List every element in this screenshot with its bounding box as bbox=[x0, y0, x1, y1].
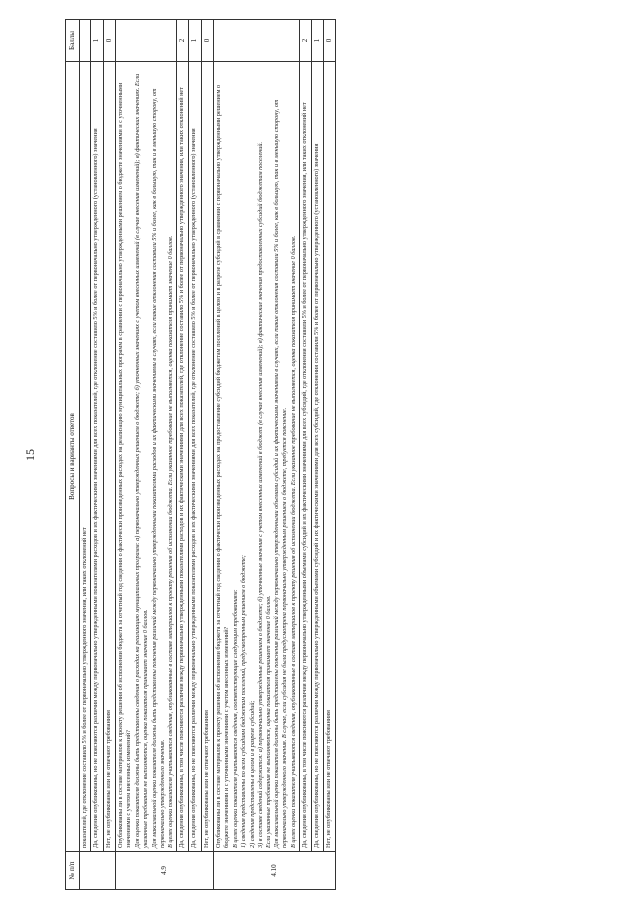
note-text: Для максимальной оценки показателя должны быть представлены пояснения различий между первоначально утвержденными объемами субсидий и их фактическими значениями в случаях, если такие отклонения составили 5% и более, как в большую, так и в меньшую сторону, от первоначально утвержденного значения. В случае, если субсидия не была предусмотрена первоначально утвержденным решением о бюджете, требуется пояснение. bbox=[273, 99, 289, 848]
table-row bbox=[201, 20, 213, 890]
list-item: 1) сведения представлены по всем субсидиям бюджетам поселений, предусмотренным решением о бюджете; bbox=[240, 555, 248, 848]
table-row bbox=[299, 20, 311, 890]
points-cell: 0 bbox=[324, 20, 336, 62]
table-row bbox=[324, 20, 336, 890]
question-text: Опубликованы ли в составе материалов к проекту решения об исполнении бюджета за отчетный год сведения о фактически произведенных расходах на предоставление субсидий бюджетам поселений в целом и в разрезе субсидий в сравнении с первоначально утвержденными решением о бюджете значениями и с уточненными значениями с учетом внесенных изменений? bbox=[214, 84, 231, 848]
question-text: Опубликованы ли в составе материалов к проекту решения об исполнении бюджета за отчетный год сведения о фактически произведенных расходах на реализацию муниципальных программ в сравнении с первоначально утвержденными решением о бюджете значениями и с уточненными значениями с учетом внесенных изменений? bbox=[116, 82, 133, 848]
answer-text: Нет, не опубликованы или не отвечают требованиям bbox=[201, 62, 213, 852]
row-num: 4.9 bbox=[115, 852, 213, 890]
answer-text: показателей, где отклонение составило 5% и более от первоначально утвержденного значения, или таких отклонений нет bbox=[80, 62, 91, 852]
header-num: № п/п bbox=[66, 852, 80, 890]
points-cell: 1 bbox=[312, 20, 324, 62]
note-text: В целях оценки показателя учитываются сведения, соответствующие следующим требованиям: bbox=[232, 589, 240, 848]
list-item: 3) в составе сведений содержатся: а) первоначально утвержденные решением о бюджете; б) уточненные значения с учетом внесенных изменений в бюджет (в случае внесения изменений); в) фактические значения предоставленных субсидий бюджетам поселений. bbox=[256, 142, 264, 848]
header-points: Баллы bbox=[66, 20, 80, 62]
page-number: 15 bbox=[23, 449, 37, 461]
question-cell bbox=[115, 62, 176, 852]
list-item: 2) сведения представлены в целом и в разрезе субсидий; bbox=[248, 700, 256, 848]
note-text: Для оценки показателя должны быть представлены сведения о расходах на реализацию муниципальных программ: а) первоначально утвержденных решением о бюджете; б) уточненных значениях с учетом внесенных изменений (в случае внесения изменений); в) фактических значениях. Если указанные требования не выполняются, оценка показателя принимает значение 0 баллов. bbox=[134, 73, 150, 848]
table-row bbox=[103, 20, 115, 890]
note-text: Если указанные требования не выполняются, оценка показателя принимает значение 0 баллов. bbox=[265, 595, 273, 848]
answer-text: Да, сведения опубликованы, но не поясняются различия между первоначально утвержденными показателями расходов и их фактическими значениями для всех показателей, где отклонение составило 5% и более от первоначально утвержденного (установленного) значения bbox=[91, 62, 103, 852]
table-row bbox=[115, 20, 176, 890]
answer-text: Да, сведения опубликованы, в том числе поясняются различия между первоначально утвержденными объемами субсидий и их фактическими значениями для всех субсидий, где отклонения составили 5% и более от первоначально утвержденного значения, или таких отклонений нет bbox=[299, 62, 311, 852]
row-num-empty bbox=[80, 852, 116, 890]
table-row bbox=[177, 20, 189, 890]
table-row bbox=[80, 20, 91, 890]
table-header-row bbox=[66, 20, 80, 890]
note-text: Для максимальной оценки показателя должны быть представлены пояснения различий между первоначально утвержденными показателями расходов и их фактическими значениями в случаях, если такие отклонения составили 5% и более, как в большую, так и в меньшую сторону, от первоначально утвержденного значения. bbox=[150, 88, 166, 848]
header-question: Вопросы и варианты ответов bbox=[66, 62, 80, 852]
answer-text: Да, сведения опубликованы, но не поясняются различия между первоначально утвержденными показателями расходов и их фактическими значениями для всех показателей, где отклонение составило 5% и более от первоначально утвержденного (установленного) значения bbox=[189, 62, 201, 852]
note-text: В целях оценки показателя учитываются сведения, опубликованные в составе материалов к проекту решения об исполнении бюджета. Если указанное требование не выполняется, оценка показателя принимает значение 0 баллов. bbox=[167, 235, 175, 848]
table-row bbox=[312, 20, 324, 890]
points-cell bbox=[115, 20, 176, 62]
points-cell: 1 bbox=[91, 20, 103, 62]
points-cell: 1 bbox=[189, 20, 201, 62]
note-text: В целях оценки показателя учитываются сведения, опубликованные в составе материалов к проекту решения об исполнении бюджета. Если указанное требование не выполняется, оценка показателя принимает значение 0 баллов. bbox=[289, 235, 297, 848]
answer-text: Нет, не опубликованы или не отвечают требованиям bbox=[103, 62, 115, 852]
criteria-table bbox=[65, 19, 336, 890]
table-row bbox=[213, 20, 299, 890]
answer-text: Да, сведения опубликованы, в том числе поясняются различия между первоначально утвержденными показателями расходов и их фактическими значениями для всех показателей, где отклонение составило 5% и более от первоначально утвержденного значения, или таких отклонений нет bbox=[177, 62, 189, 852]
rotated-page-content bbox=[20, 20, 620, 890]
points-cell: 0 bbox=[201, 20, 213, 62]
question-cell bbox=[213, 62, 299, 852]
points-cell bbox=[80, 20, 91, 62]
points-cell: 2 bbox=[177, 20, 189, 62]
points-cell: 2 bbox=[299, 20, 311, 62]
row-num: 4.10 bbox=[213, 852, 336, 890]
points-cell bbox=[213, 20, 299, 62]
table-row bbox=[91, 20, 103, 890]
table-row bbox=[189, 20, 201, 890]
points-cell: 0 bbox=[103, 20, 115, 62]
answer-text: Да, сведения опубликованы, но не поясняются различия между первоначально утвержденными объемами субсидий и их фактическими значениями для всех субсидий, где отклонения составили 5% и более от первоначально утвержденного (установленного) значения bbox=[312, 62, 324, 852]
answer-text: Нет, не опубликованы или не отвечают требованиям bbox=[324, 62, 336, 852]
